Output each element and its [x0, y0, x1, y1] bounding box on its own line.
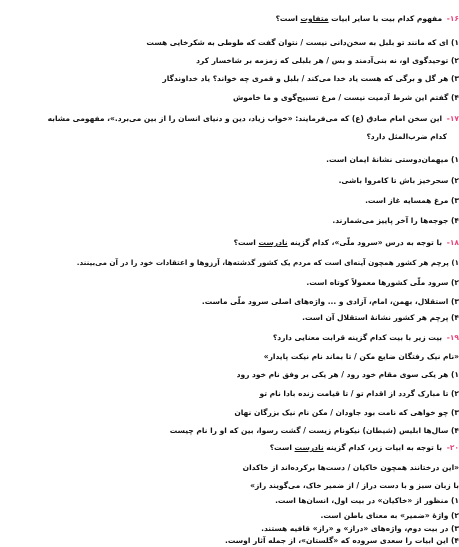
option: ۳) هر گل و برگی که هست یاد خدا می‌کند / بلبل و قمری چه خواند؟ یاد خداوندگار: [162, 74, 459, 83]
question-text: با توجه به ابیات زیر، کدام گزینه: [323, 443, 443, 452]
question-20-stem: [4, 443, 459, 453]
question-keyword: نادرست: [258, 238, 288, 247]
quoted-verse-line1: «این درختانند همچون خاکیان / دست‌ها برکرده‌اند از خاکدان: [242, 463, 459, 472]
question-16-stem: [4, 14, 459, 24]
question-text-end: است؟: [275, 14, 301, 23]
option: ۴) جوجه‌ها را آخر پاییز می‌شمارند.: [332, 216, 459, 225]
option: ۴) این ابیات را سعدی سروده که «گلستان»، از جمله آثار اوست.: [225, 536, 459, 545]
question-number: ۱۹-: [446, 333, 459, 342]
question-text-line2: کدام ضرب‌المثل دارد؟: [366, 132, 447, 141]
question-keyword: نادرست: [294, 443, 324, 452]
option: ۳) مرغ همسایه غاز است.: [365, 196, 459, 205]
question-number: ۱۶-: [446, 14, 459, 23]
option: ۱) ای که مانند تو بلبل به سخن‌دانی نیست / نتوان گفت که طوطی به شکرخایی هست: [146, 38, 459, 47]
option: ۲) سرود ملّی کشورها معمولاً کوتاه است.: [306, 278, 459, 287]
question-18-stem: [4, 238, 459, 248]
option: ۲) واژهٔ «ضمیر» به معنای باطن است.: [320, 511, 459, 520]
quoted-verse-line2: با زبان سبز و با دست دراز / از ضمیر خاک، می‌گویند راز»: [250, 481, 459, 490]
option: ۳) چو خواهی که نامت بود جاودان / مکن نام نیک بزرگان نهان: [234, 408, 459, 417]
option: ۴) سال‌ها ابلیس (شیطان) نیکونام زیست / گشت رسوا، بین که او را نام چیست: [169, 426, 459, 435]
question-number: ۱۷-: [446, 114, 459, 123]
option: ۴) گفتم این شرط آدمیت نیست / مرغ تسبیح‌گوی و ما خاموش: [232, 93, 459, 102]
option: ۱) میهمان‌دوستی نشانهٔ ایمان است.: [326, 155, 459, 164]
question-text-end: است؟: [233, 238, 259, 247]
question-text: مفهوم کدام بیت با سایر ابیات: [328, 14, 443, 23]
question-19-stem: [4, 333, 459, 343]
question-number: ۲۰-: [446, 443, 459, 452]
question-text: بیت زیر با بیت کدام گزینه قرابت معنایی دارد؟: [272, 333, 443, 342]
question-number: ۱۸-: [446, 238, 459, 247]
question-17-stem: [4, 114, 459, 124]
question-text-end: است؟: [269, 443, 295, 452]
option: ۴) پرچم هر کشور نشانهٔ استقلال آن است.: [302, 313, 459, 322]
quoted-verse: «نام نیک رفتگان ضایع مکن / تا بماند نام نیکت پایدار»: [263, 352, 459, 361]
option: ۱) پرچم هر کشور همچون آینه‌ای است که مردم یک کشور گذشته‌ها، آرزوها و اعتقادات خود را در آن می‌بینند.: [76, 258, 459, 267]
question-keyword: متفاوت: [300, 14, 329, 23]
option: ۲) توحیدگوی او، نه بنی‌آدمند و بس / هر بلبلی که زمزمه بر شاخسار کرد: [196, 56, 459, 65]
option: ۲) تا مبارک گردد از اقدام تو / تا قیامت زنده بادا نام تو: [259, 389, 459, 398]
option: ۳) در بیت دوم، واژه‌های «دراز» و «راز» قافیه هستند.: [261, 524, 459, 533]
option: ۱) هر یکی سوی مقام خود رود / هر یکی بر وفق نام خود رود: [236, 370, 459, 379]
option: ۲) سحرخیز باش تا کامروا باشی.: [338, 176, 459, 185]
option: ۳) استقلال، بهمن، امام، آزادی و ... واژه‌های اصلی سرود ملّی ماست.: [201, 297, 459, 306]
question-text: با توجه به درس «سرود ملّی»، کدام گزینه: [287, 238, 443, 247]
question-text: این سخن امام صادق (ع) که می‌فرمایند: «خواب زیاد، دین و دنیای انسان را از بین می‌برد.»، مفهومی مشابه: [47, 114, 443, 123]
option: ۱) منظور از «خاکیان» در بیت اول، انسان‌ها است.: [275, 496, 459, 505]
